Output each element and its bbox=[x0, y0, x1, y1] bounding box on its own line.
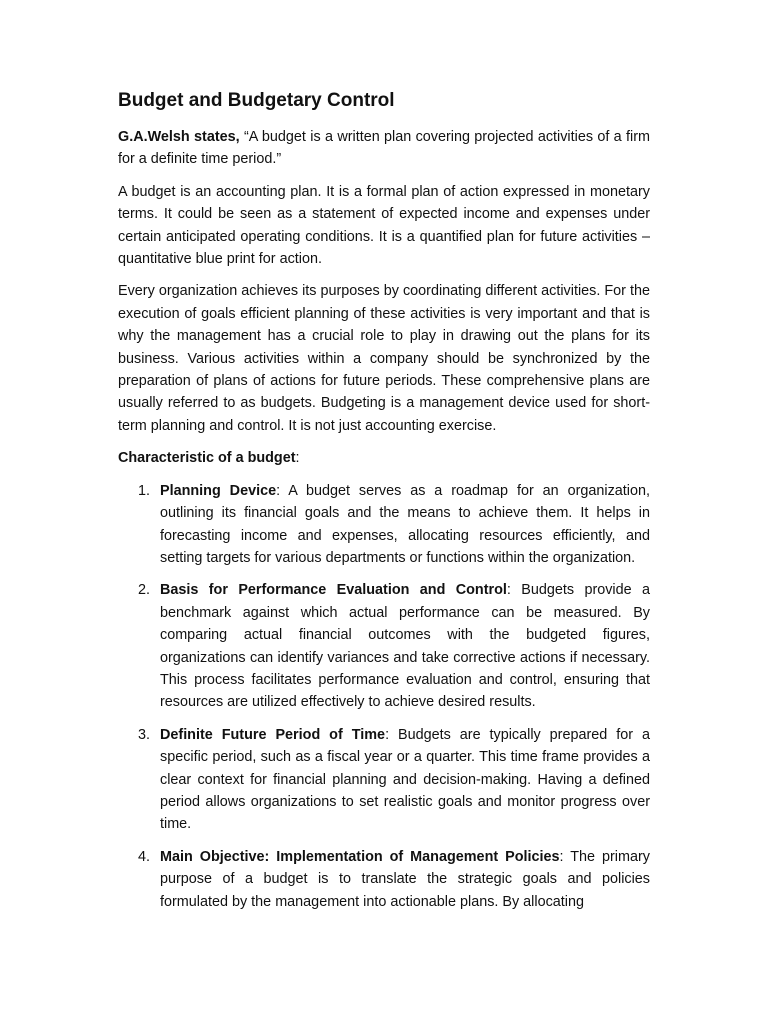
list-item-term: Definite Future Period of Time bbox=[160, 726, 386, 743]
list-item bbox=[138, 480, 650, 570]
body-paragraph-2: Every organization achieves its purposes by coordinating different activities. For the execution of goals efficient planning of these activities is very important and that is why the management has a crucial role to play in drawing out the plans for its business. Various activities within a company should be synchronized by the preparation of plans of actions for future periods. These comprehensive plans are usually referred to as budgets. Budgeting is a management device used for short-term planning and control. It is not just accounting exercise. bbox=[118, 283, 650, 434]
list-item-term: Planning Device bbox=[160, 482, 277, 499]
list-item-text: : The primary purpose of a budget is to translate the strategic goals and policies formulated by the management into actionable plans. By allocating bbox=[160, 848, 650, 910]
characteristics-heading-text: Characteristic of a budget bbox=[118, 450, 296, 467]
list-item bbox=[138, 846, 650, 913]
list-item-text: : Budgets are typically prepared for a specific period, such as a fiscal year or a quarter. This time frame provides a clear context for financial planning and decision-making. Having a defined period allows organizations to set realistic goals and monitor progress over time. bbox=[160, 726, 650, 833]
characteristics-heading-colon: : bbox=[295, 450, 300, 467]
list-item-number: 2. bbox=[138, 582, 151, 599]
list-item-term: Basis for Performance Evaluation and Control bbox=[160, 582, 507, 599]
list-item bbox=[138, 724, 650, 836]
list-item-text: : Budgets provide a benchmark against which actual performance can be measured. By comparing actual financial outcomes with the budgeted figures, organizations can identify variances and take corrective actions if necessary. This process facilitates performance evaluation and control, ensuring that resources are utilized effectively to achieve desired results. bbox=[160, 582, 651, 711]
characteristics-list bbox=[118, 480, 650, 913]
document-title: Budget and Budgetary Control bbox=[118, 90, 395, 111]
list-item-number: 4. bbox=[138, 848, 151, 865]
body-paragraph-1: A budget is an accounting plan. It is a formal plan of action expressed in monetary terms. It could be seen as a statement of expected income and expenses under certain anticipated operating conditions. It is a quantified plan for future activities – quantitative blue print for action. bbox=[118, 183, 650, 268]
list-item-number: 1. bbox=[138, 482, 151, 499]
list-item-number: 3. bbox=[138, 726, 151, 743]
characteristics-heading bbox=[118, 447, 650, 469]
list-item-term: Main Objective: Implementation of Management Policies bbox=[160, 848, 560, 865]
list-item-text: : A budget serves as a roadmap for an organization, outlining its financial goals and the means to achieve them. It helps in forecasting income and expenses, allocating resources efficiently, and setting targets for various departments or functions within the organization. bbox=[160, 482, 650, 566]
list-item bbox=[138, 579, 651, 713]
definition-lead: G.A.Welsh states, bbox=[118, 129, 240, 145]
definition-text: “A budget is a written plan covering projected activities of a firm for a definite time period.” bbox=[118, 129, 650, 168]
definition-paragraph bbox=[118, 126, 650, 171]
